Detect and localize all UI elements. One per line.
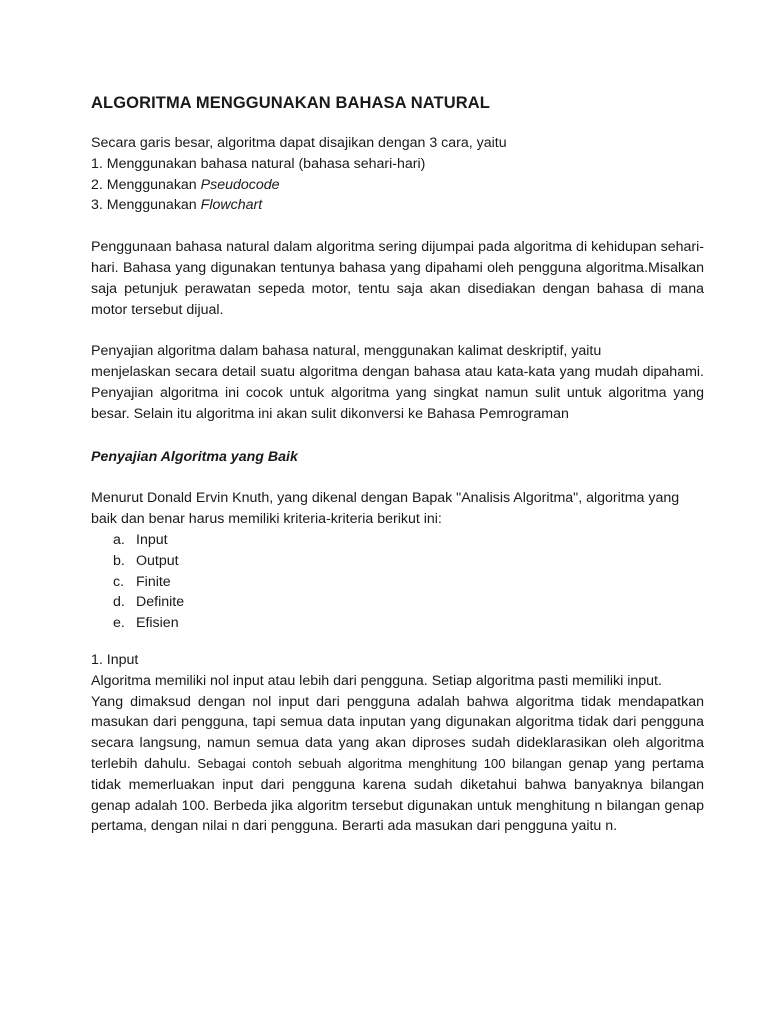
- paragraph-knuth: Menurut Donald Ervin Knuth, yang dikenal dengan Bapak "Analisis Algoritma", algoritma yang baik dan benar harus memiliki kriteria-kriteria berikut ini:: [91, 490, 680, 528]
- intro-item-2-prefix: 2. Menggunakan: [91, 176, 201, 193]
- list-item: [91, 551, 704, 572]
- list-item: [91, 572, 704, 593]
- list-item: [91, 613, 704, 634]
- input-section-body: [91, 692, 704, 838]
- input-section-body-part-b: Sebagai contoh sebuah algoritma menghitung 100 bilangan: [197, 755, 562, 771]
- intro-item-3: [91, 195, 704, 216]
- paragraph-penyajian-rest: menjelaskan secara detail suatu algoritma dengan bahasa atau kata-kata yang mudah dipahami. Penyajian algoritma ini cocok untuk algoritma yang singkat namun sulit untuk algoritma yang besar. Selain itu algoritma ini akan sulit dikonversi ke Bahasa Pemrograman: [91, 364, 704, 422]
- input-section-heading: 1. Input: [91, 651, 139, 668]
- intro-lead: Secara garis besar, algoritma dapat disajikan dengan 3 cara, yaitu: [91, 135, 507, 151]
- list-item-label: Output: [136, 552, 179, 569]
- list-item-label: Input: [136, 531, 168, 548]
- list-marker: c.: [113, 573, 125, 590]
- list-item-label: Finite: [136, 573, 171, 590]
- list-item-label: Efisien: [136, 615, 179, 632]
- page-title: ALGORITMA MENGGUNAKAN BAHASA NATURAL: [91, 94, 490, 112]
- input-section-body-part-a: Yang dimaksud dengan nol input dari pengguna adalah bahwa algoritma tidak mendapatkan masukan dari pengguna, tapi semua data inputan yang digunakan algoritma tidak dari pengguna secara langsung, namun semua data yang akan diproses sudah dideklarasikan oleh algoritma terlebih dahulu.: [91, 693, 704, 772]
- intro-item-1: 1. Menggunakan bahasa natural (bahasa sehari-hari): [91, 155, 426, 172]
- list-marker: d.: [113, 594, 125, 611]
- paragraph-penyajian-line-1: Penyajian algoritma dalam bahasa natural, menggunakan kalimat deskriptif, yaitu: [91, 343, 602, 360]
- intro-item-3-emphasis: Flowchart: [200, 197, 263, 214]
- list-marker: b.: [113, 552, 125, 569]
- criteria-list: [91, 530, 704, 634]
- section-subheading: Penyajian Algoritma yang Baik: [91, 448, 298, 465]
- paragraph-penggunaan: Penggunaan bahasa natural dalam algoritma sering dijumpai pada algoritma di kehidupan sehari-hari. Bahasa yang digunakan tentunya bahasa yang dipahami oleh pengguna algoritma.Misalkan saja petunjuk perawatan sepeda motor, tentu saja akan disediakan dengan bahasa di mana motor tersebut dijual.: [91, 239, 704, 318]
- list-marker: a.: [113, 531, 125, 548]
- intro-item-2-emphasis: Pseudocode: [200, 176, 280, 193]
- document-page: [91, 92, 704, 837]
- input-section-line-1: Algoritma memiliki nol input atau lebih dari pengguna. Setiap algoritma pasti memiliki input.: [91, 672, 662, 689]
- intro-item-2: [91, 175, 704, 196]
- paragraph-penyajian: [91, 341, 704, 424]
- list-item: [91, 592, 704, 613]
- intro-block: [91, 133, 704, 216]
- input-section-body-part-c: genap yang pertama tidak memerluakan input dari pengguna karena sudah diketahui bahwa banyaknya bilangan genap adalah 100. Berbeda jika algoritm tersebut digunakan untuk menghitung n bilangan genap pertama, dengan nilai n dari pengguna. Berarti ada masukan dari pengguna yaitu n.: [91, 755, 704, 835]
- list-item-label: Definite: [136, 594, 185, 611]
- list-marker: e.: [113, 615, 125, 632]
- input-section: [91, 650, 704, 837]
- list-item: [91, 530, 704, 551]
- intro-item-3-prefix: 3. Menggunakan: [91, 197, 201, 214]
